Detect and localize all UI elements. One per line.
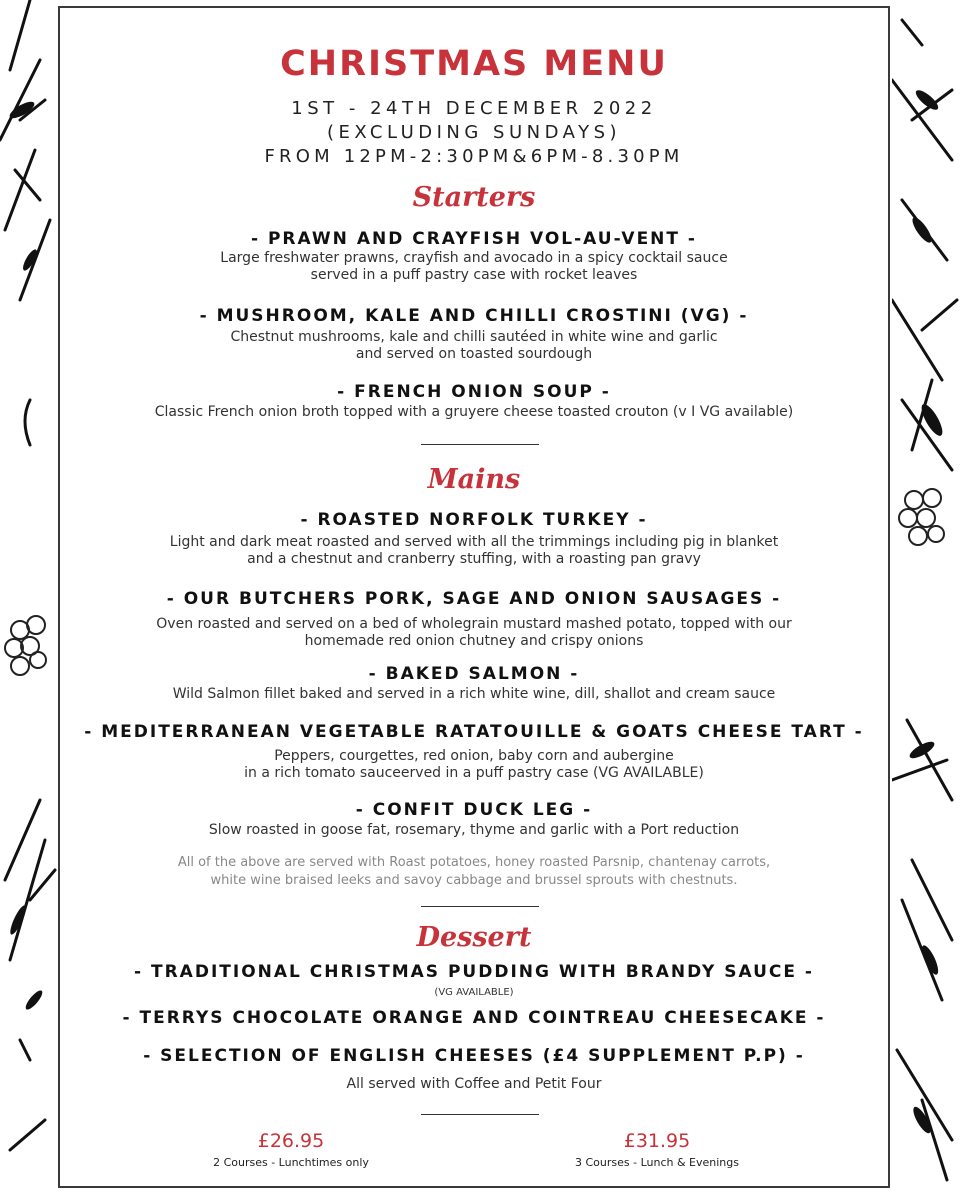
menu-title: CHRISTMAS MENU bbox=[280, 44, 668, 84]
main-item-name: - MEDITERRANEAN VEGETABLE RATATOUILLE & GOATS CHEESE TART - bbox=[84, 722, 864, 742]
main-item-description: Wild Salmon fillet baked and served in a rich white wine, dill, shallot and cream sauce bbox=[172, 686, 776, 702]
section-divider bbox=[421, 1114, 539, 1115]
starter-item-name: - FRENCH ONION SOUP - bbox=[337, 382, 611, 402]
main-item-name: - ROASTED NORFOLK TURKEY - bbox=[300, 510, 648, 530]
price-three-courses-label: 3 Courses - Lunch & Evenings bbox=[574, 1156, 739, 1169]
mains-sides-note: All of the above are served with Roast potatoes, honey roasted Parsnip, chantenay carrots, bbox=[177, 855, 771, 870]
main-item-description: Light and dark meat roasted and served with all the trimmings including pig in blanket bbox=[169, 534, 779, 550]
price-three-courses: £31.95 bbox=[623, 1130, 691, 1152]
dessert-footer: All served with Coffee and Petit Four bbox=[346, 1076, 602, 1092]
dessert-item-name: - SELECTION OF ENGLISH CHEESES (£4 SUPPLEMENT P.P) - bbox=[143, 1046, 805, 1066]
menu-card bbox=[58, 6, 890, 1188]
main-item-description: and a chestnut and cranberry stuffing, with a roasting pan gravy bbox=[247, 551, 701, 567]
starter-item-description: served in a puff pastry case with rocket leaves bbox=[310, 267, 638, 283]
section-divider bbox=[421, 906, 539, 907]
mains-sides-note: white wine braised leeks and savoy cabbage and brussel sprouts with chestnuts. bbox=[210, 873, 738, 888]
dessert-item-note: (VG AVAILABLE) bbox=[434, 987, 514, 998]
main-item-description: homemade red onion chutney and crispy onions bbox=[304, 633, 644, 649]
main-item-description: Oven roasted and served on a bed of wholegrain mustard mashed potato, topped with our bbox=[156, 616, 792, 632]
dessert-item-name: - TRADITIONAL CHRISTMAS PUDDING WITH BRANDY SAUCE - bbox=[134, 962, 814, 982]
main-item-description: Slow roasted in goose fat, rosemary, thyme and garlic with a Port reduction bbox=[208, 822, 740, 838]
price-two-courses-label: 2 Courses - Lunchtimes only bbox=[213, 1156, 369, 1169]
serving-times: FROM 12PM-2:30PM&6PM-8.30PM bbox=[264, 146, 684, 167]
main-item-name: - CONFIT DUCK LEG - bbox=[355, 800, 593, 820]
date-exclusion: (EXCLUDING SUNDAYS) bbox=[326, 122, 622, 143]
price-two-courses: £26.95 bbox=[257, 1130, 325, 1152]
starter-item-name: - MUSHROOM, KALE AND CHILLI CROSTINI (VG) - bbox=[199, 306, 749, 326]
main-item-name: - OUR BUTCHERS PORK, SAGE AND ONION SAUSAGES - bbox=[166, 589, 782, 609]
dessert-heading: Dessert bbox=[416, 922, 532, 953]
starter-item-description: Classic French onion broth topped with a gruyere cheese toasted crouton (v I VG available) bbox=[154, 404, 794, 420]
starter-item-description: and served on toasted sourdough bbox=[355, 346, 593, 362]
starters-heading: Starters bbox=[412, 182, 536, 213]
section-divider bbox=[421, 444, 539, 445]
date-range: 1ST - 24TH DECEMBER 2022 bbox=[291, 98, 657, 119]
dessert-item-name: - TERRYS CHOCOLATE ORANGE AND COINTREAU CHEESECAKE - bbox=[122, 1008, 826, 1028]
starter-item-description: Large freshwater prawns, crayfish and avocado in a spicy cocktail sauce bbox=[220, 250, 728, 266]
botanical-decoration-left bbox=[0, 0, 58, 1200]
botanical-decoration-right bbox=[892, 0, 960, 1200]
main-item-description: in a rich tomato sauceerved in a puff pastry case (VG AVAILABLE) bbox=[244, 765, 704, 781]
main-item-description: Peppers, courgettes, red onion, baby corn and aubergine bbox=[274, 748, 674, 764]
starter-item-name: - PRAWN AND CRAYFISH VOL-AU-VENT - bbox=[251, 229, 697, 249]
mains-heading: Mains bbox=[427, 464, 521, 495]
main-item-name: - BAKED SALMON - bbox=[368, 664, 580, 684]
starter-item-description: Chestnut mushrooms, kale and chilli sautéed in white wine and garlic bbox=[230, 329, 718, 345]
